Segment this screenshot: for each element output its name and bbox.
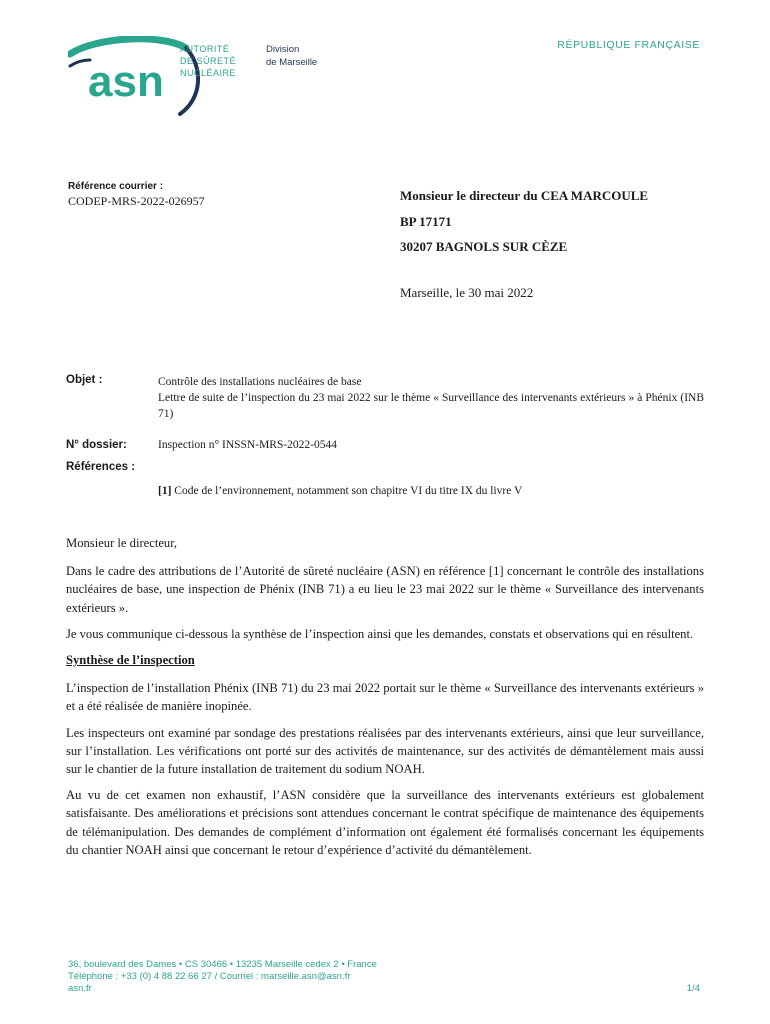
footer-website: asn.fr bbox=[68, 983, 92, 994]
reference-item bbox=[158, 485, 522, 497]
dossier-value: Inspection n° INSSN-MRS-2022-0544 bbox=[158, 439, 338, 451]
logo-tagline-3: NUCLÉAIRE bbox=[180, 68, 237, 78]
objet-line-1: Contrôle des installations nucléaires de base bbox=[158, 376, 362, 388]
recipient-line-2: BP 17171 bbox=[400, 214, 452, 229]
recipient-line-3: 30207 BAGNOLS SUR CÈZE bbox=[400, 239, 568, 254]
body-paragraph-2: Je vous communique ci-dessous la synthèse de l’inspection ainsi que les demandes, constats et observations qui en résultent. bbox=[66, 626, 694, 641]
logo-wordmark: asn bbox=[88, 57, 164, 106]
footer bbox=[68, 959, 377, 995]
division-line-1: Division bbox=[266, 44, 300, 55]
salutation: Monsieur le directeur, bbox=[66, 536, 178, 550]
logo-tagline-1: AUTORITÉ bbox=[180, 44, 230, 54]
section-heading: Synthèse de l’inspection bbox=[66, 653, 195, 668]
dossier-label: N° dossier: bbox=[66, 439, 127, 451]
page-number: 1/4 bbox=[686, 983, 700, 994]
objet-text bbox=[158, 374, 704, 422]
footer-contact: Téléphone : +33 (0) 4 88 22 66 27 / Courriel : marseille.asn@asn.fr bbox=[68, 971, 351, 982]
reference-item-number: [1] bbox=[158, 485, 172, 497]
republique-francaise: RÉPUBLIQUE FRANÇAISE bbox=[557, 39, 700, 51]
division-line-2: de Marseille bbox=[266, 57, 318, 68]
body-paragraph-3: L’inspection de l’installation Phénix (INB 71) du 23 mai 2022 portait sur le thème « Surveillance des intervenants extérieurs » et a été réalisée de manière inopinée. bbox=[66, 681, 704, 714]
date-line: Marseille, le 30 mai 2022 bbox=[400, 285, 534, 300]
reference-item-text: Code de l’environnement, notamment son chapitre VI du titre IX du livre V bbox=[174, 485, 523, 497]
reference-label: Référence courrier : bbox=[68, 181, 164, 192]
references-label: Références : bbox=[66, 461, 136, 473]
objet-label: Objet : bbox=[66, 374, 103, 386]
recipient-line-1: Monsieur le directeur du CEA MARCOULE bbox=[400, 188, 649, 203]
body-paragraph-4: Les inspecteurs ont examiné par sondage des prestations réalisées par des intervenants extérieurs, ainsi que leur surveillance, sur l’installation. Les vérifications ont porté sur des activités de maintenance, sur des activités de démantèlement mais aussi sur le chantier de la future installation de traitement du sodium NOAH. bbox=[66, 725, 704, 777]
body-paragraph-1: Dans le cadre des attributions de l’Autorité de sûreté nucléaire (ASN) en référence [1] concernant le contrôle des installations nucléaires de base, une inspection de Phénix (INB 71) a eu lieu le 23 mai 2022 sur le thème « Surveillance des intervenants extérieurs ». bbox=[66, 564, 704, 615]
asn-logo bbox=[68, 36, 338, 122]
logo-tagline-2: DE SÛRETÉ bbox=[180, 56, 237, 66]
reference-value: CODEP-MRS-2022-026957 bbox=[68, 194, 205, 208]
objet-line-2: Lettre de suite de l’inspection du 23 mai 2022 sur le thème « Surveillance des intervenants extérieurs » à Phénix (INB 71) bbox=[158, 392, 704, 420]
letter-body bbox=[66, 534, 704, 867]
body-paragraph-5: Au vu de cet examen non exhaustif, l’ASN considère que la surveillance des intervenants extérieurs est globalement satisfaisante. Des améliorations et précisions sont attendues concernant le contrat spécifique de maintenance des équipements de télémanipulation. Des demandes de complément d’information ont également été formalisés concernant les équipements du chantier NOAH ainsi que concernant le retour d’expérience d’activité du démantèlement. bbox=[66, 788, 704, 857]
footer-address: 36, boulevard des Dames • CS 30466 • 13235 Marseille cedex 2 • France bbox=[68, 959, 377, 970]
asn-logo-graphic bbox=[68, 36, 338, 122]
